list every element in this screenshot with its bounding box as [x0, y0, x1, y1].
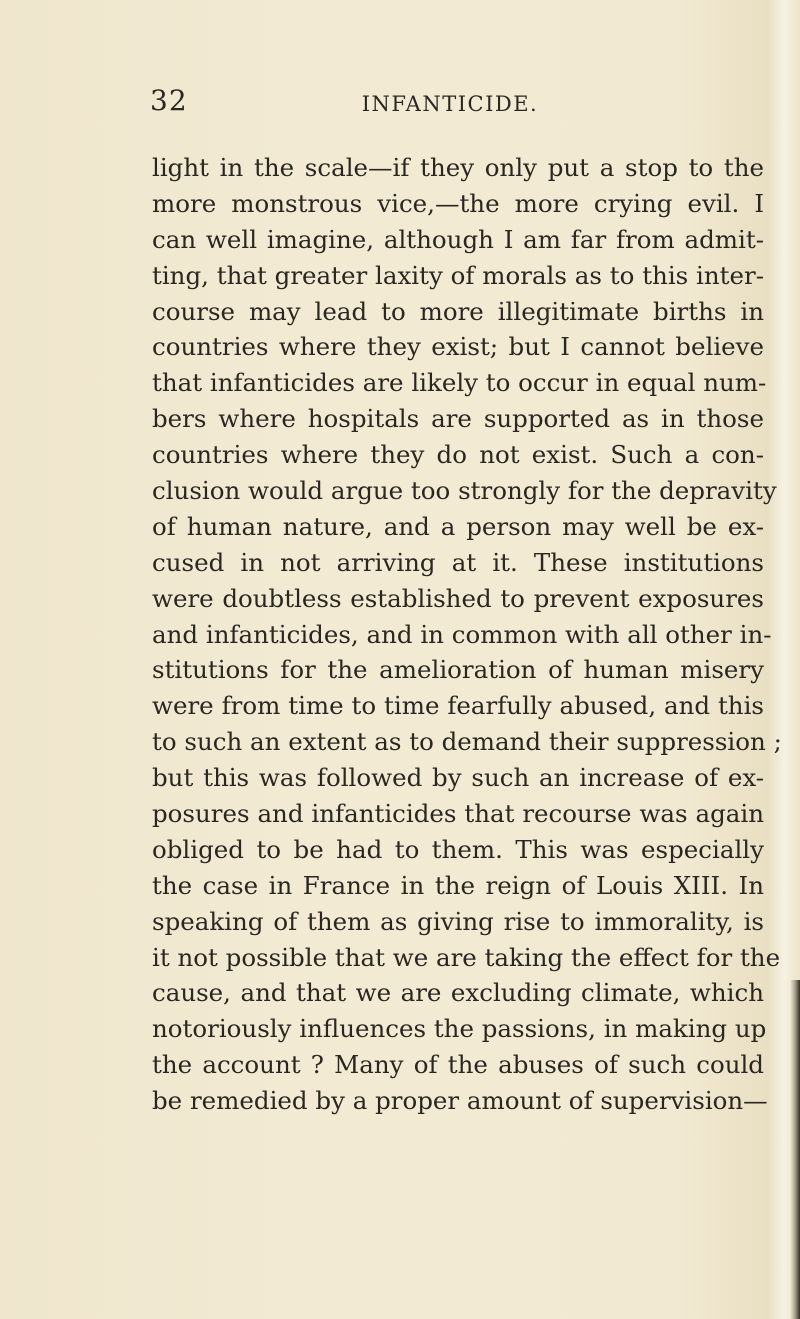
text-line: it not possible that we are taking the effect for the [152, 942, 781, 972]
text-line: obliged to be had to them. This was especially [152, 834, 764, 864]
text-line: light in the scale—if they only put a stop to the [152, 153, 764, 182]
text-line: can well imagine, although I am far from admit- [152, 224, 764, 254]
text-line: were doubtless established to prevent exposures [152, 583, 764, 613]
text-line: more monstrous vice,—the more crying evil. I [152, 188, 764, 218]
text-line: but this was followed by such an increase of ex- [152, 763, 764, 793]
text-line: course may lead to more illegitimate births in [152, 296, 764, 326]
text-line: the case in France in the reign of Louis XIII. In [152, 870, 764, 900]
text-line: posures and infanticides that recourse was again [152, 799, 764, 829]
text-line: countries where they do not exist. Such a con- [152, 440, 764, 470]
text-line: the account ? Many of the abuses of such could [152, 1050, 764, 1080]
text-line: to such an extent as to demand their suppression ; [152, 727, 782, 757]
text-line: bers where hospitals are supported as in those [152, 404, 764, 434]
text-line: notoriously influences the passions, in making up [152, 1014, 767, 1044]
text-line: countries where they exist; but I cannot believe [152, 332, 764, 362]
text-line: speaking of them as giving rise to immorality, is [152, 906, 764, 936]
text-line: ting, that greater laxity of morals as to this inter- [152, 260, 764, 290]
text-line: be remedied by a proper amount of supervision— [152, 1086, 768, 1116]
text-line: of human nature, and a person may well be ex- [152, 511, 764, 541]
text-line: that infanticides are likely to occur in equal num- [152, 368, 767, 398]
running-head: INFANTICIDE. [361, 92, 539, 116]
page-number: 32 [150, 84, 188, 117]
text-line: stitutions for the amelioration of human misery [152, 655, 764, 685]
text-line: cused in not arriving at it. These institutions [152, 547, 764, 577]
body-text [152, 150, 782, 1119]
text-line: clusion would argue too strongly for the depravity [152, 476, 777, 506]
page-edge-shadow [790, 980, 800, 1319]
text-line: cause, and that we are excluding climate, which [152, 978, 764, 1008]
text-line: and infanticides, and in common with all other in- [152, 619, 772, 649]
text-line: were from time to time fearfully abused, and this [152, 691, 764, 721]
